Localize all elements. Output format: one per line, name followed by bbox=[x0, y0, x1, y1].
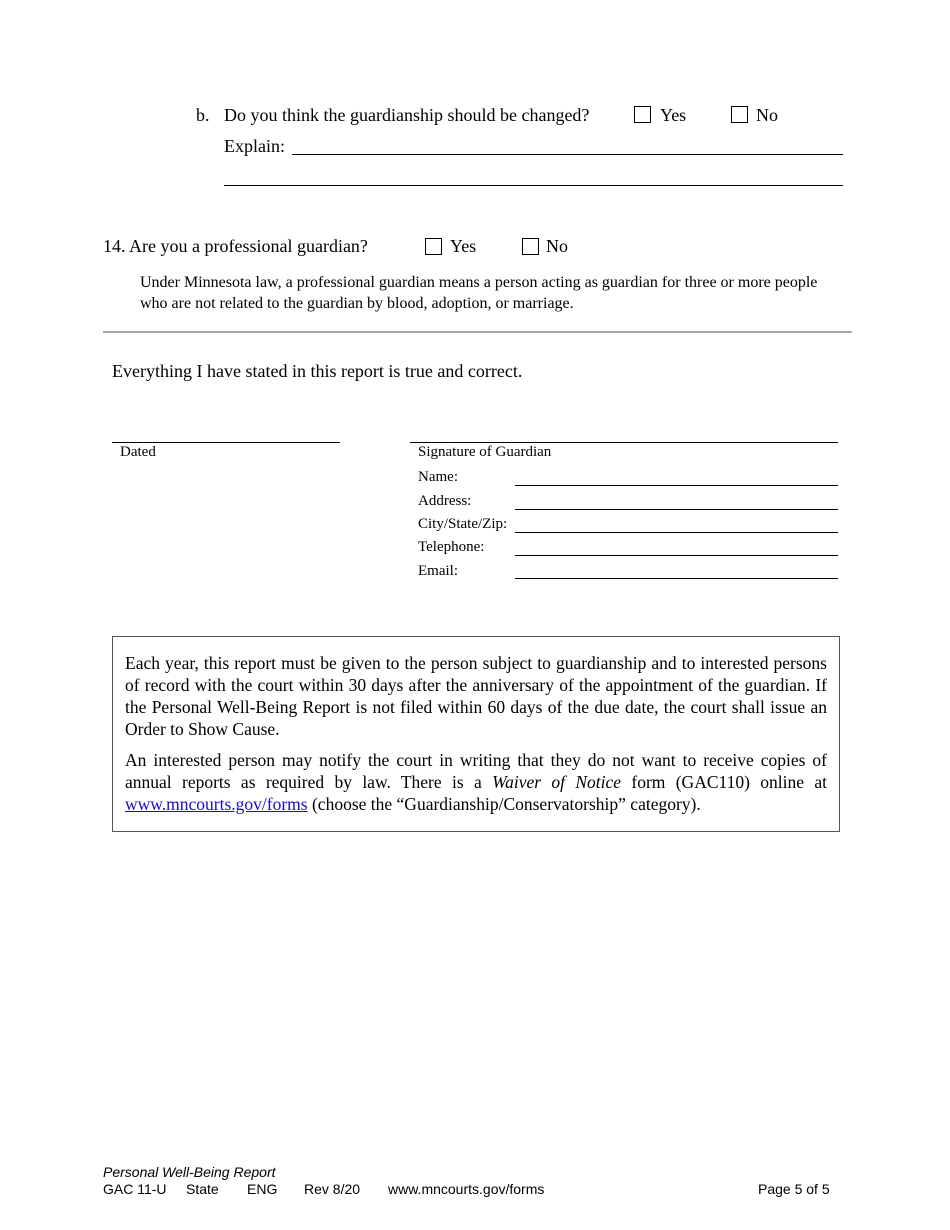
q14-yes-label: Yes bbox=[450, 236, 477, 256]
footer-language: ENG bbox=[247, 1181, 278, 1197]
q14-note: Under Minnesota law, a professional guardian means a person acting as guardian for three or more people who are not related to the guardian by blood, adoption, or marriage. bbox=[140, 274, 818, 312]
notice-para2-text-b: form (GAC110) online at bbox=[621, 772, 827, 792]
email-label: Email: bbox=[418, 563, 458, 579]
signature-field[interactable] bbox=[410, 442, 838, 443]
dated-label: Dated bbox=[120, 444, 156, 460]
q14-yes-checkbox[interactable] bbox=[425, 238, 442, 255]
footer-jurisdiction: State bbox=[186, 1181, 219, 1197]
city-state-zip-field[interactable] bbox=[515, 532, 838, 533]
notice-para2-text-a: An interested person may notify the court in writing that they do not want to receive copies of annual reports as required by law. There is a bbox=[125, 750, 827, 792]
waiver-of-notice-title: Waiver of Notice bbox=[492, 772, 622, 792]
footer-title: Personal Well-Being Report bbox=[103, 1164, 276, 1180]
attestation-text: Everything I have stated in this report is true and correct. bbox=[112, 361, 523, 381]
notice-paragraph-1: Each year, this report must be given to the person subject to guardianship and to interested persons of record with the court within 30 days after the anniversary of the appointment of the guardian. If the Personal Well-Being Report is not filed within 60 days of the due date, the court shall issue an Order to Show Cause. bbox=[125, 653, 827, 739]
q13b-yes-label: Yes bbox=[660, 105, 687, 125]
q13b-marker: b. bbox=[196, 105, 210, 125]
notice-box bbox=[112, 636, 840, 832]
notice-para2-text-c: (choose the “Guardianship/Conservatorship” category). bbox=[307, 794, 701, 814]
notice-paragraph-2 bbox=[125, 749, 827, 815]
section-divider bbox=[103, 331, 852, 333]
address-field[interactable] bbox=[515, 509, 838, 510]
q13b-no-checkbox[interactable] bbox=[731, 106, 748, 123]
address-label: Address: bbox=[418, 493, 472, 509]
signature-label: Signature of Guardian bbox=[418, 444, 552, 460]
q13b-explain-field-2[interactable] bbox=[224, 185, 843, 186]
q13b-no-label: No bbox=[756, 105, 778, 125]
email-field[interactable] bbox=[515, 578, 838, 579]
q13b-explain-label: Explain: bbox=[224, 136, 285, 156]
q13b-explain-field[interactable] bbox=[292, 154, 843, 155]
q13b-question: Do you think the guardianship should be changed? bbox=[224, 105, 590, 125]
q14-no-label: No bbox=[546, 236, 568, 256]
telephone-label: Telephone: bbox=[418, 539, 485, 555]
footer-url: www.mncourts.gov/forms bbox=[388, 1181, 545, 1197]
telephone-field[interactable] bbox=[515, 555, 838, 556]
footer-page-number: Page 5 of 5 bbox=[758, 1181, 830, 1197]
dated-field[interactable] bbox=[112, 442, 340, 443]
q14-question: 14. Are you a professional guardian? bbox=[103, 236, 368, 256]
footer-revision: Rev 8/20 bbox=[304, 1181, 361, 1197]
name-field[interactable] bbox=[515, 485, 838, 486]
name-label: Name: bbox=[418, 469, 458, 485]
city-state-zip-label: City/State/Zip: bbox=[418, 516, 508, 532]
footer-form-id: GAC 11-U bbox=[103, 1181, 167, 1197]
q14-no-checkbox[interactable] bbox=[522, 238, 539, 255]
mncourts-forms-link[interactable]: www.mncourts.gov/forms bbox=[125, 794, 308, 814]
q13b-yes-checkbox[interactable] bbox=[634, 106, 651, 123]
